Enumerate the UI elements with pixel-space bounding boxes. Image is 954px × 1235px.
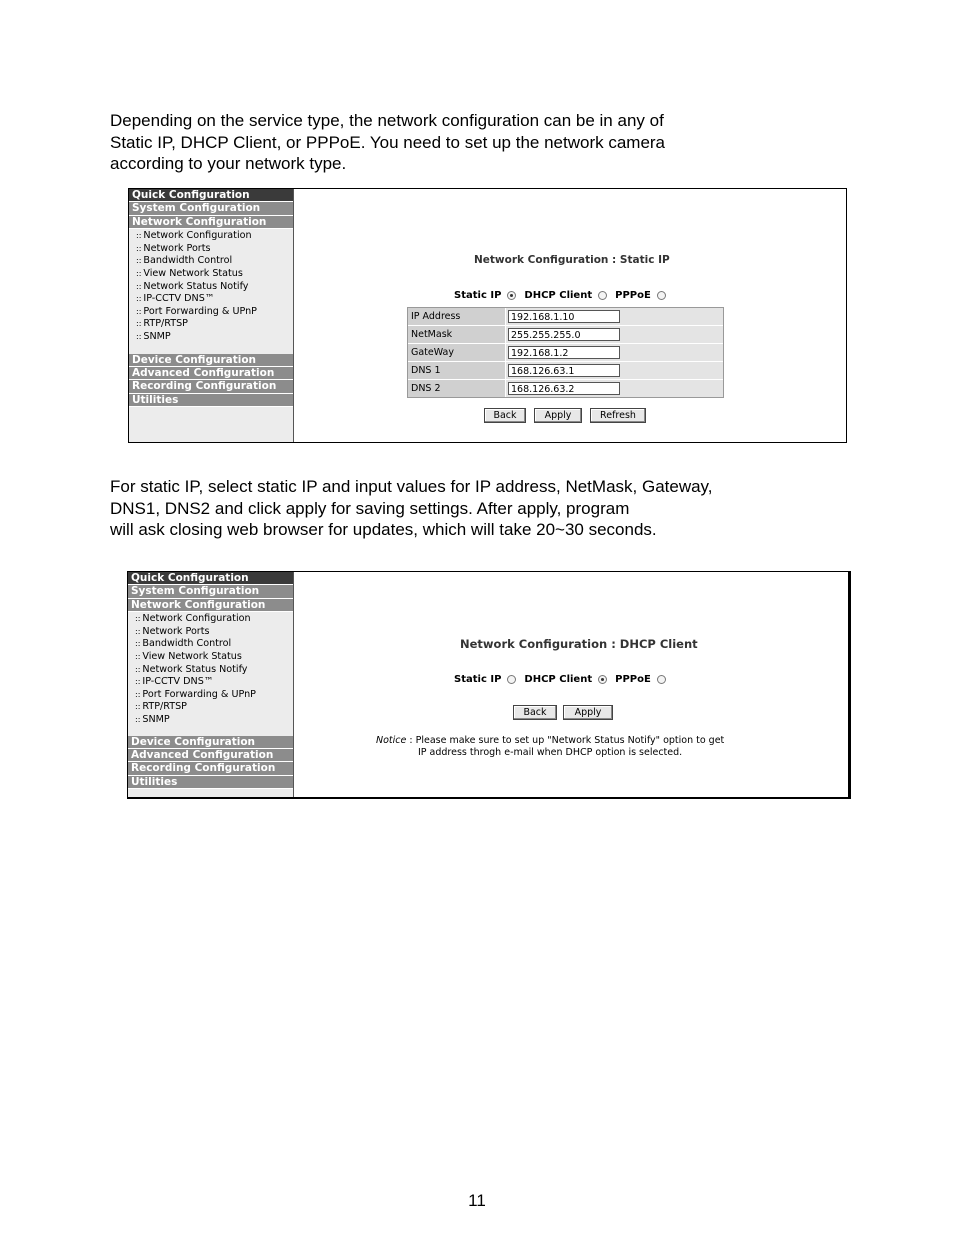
arrow-icon: :: [135,664,141,674]
submenu-label: Network Status Notify [142,663,248,675]
arrow-icon: :: [136,231,142,241]
dhcp-client-radio[interactable] [598,291,607,300]
notice-line-2: IP address throgh e-mail when DHCP option is selected. [418,747,683,758]
intro-paragraph [110,110,665,175]
static-ip-radio[interactable] [507,291,516,300]
intro-line: Depending on the service type, the network configuration can be in any of [110,111,664,130]
sidebar-menu [129,189,294,442]
explanation-line: For static IP, select static IP and input values for IP address, NetMask, Gateway, [110,477,713,496]
submenu-label: View Network Status [143,267,243,279]
submenu-label: View Network Status [142,650,242,662]
submenu-label: Network Ports [142,625,210,637]
gateway-label: GateWay [408,344,506,361]
network-submenu [129,229,293,343]
submenu-snmp[interactable] [128,714,293,727]
pppoe-label: PPPoE [615,290,651,301]
arrow-icon: :: [135,626,141,636]
pppoe-radio[interactable] [657,675,666,684]
submenu-label: RTP/RTSP [143,318,188,330]
ip-address-input[interactable]: 192.168.1.10 [508,310,620,323]
submenu-network-ports[interactable] [129,243,293,256]
arrow-icon: :: [136,319,142,329]
menu-utilities[interactable]: Utilities [129,394,293,407]
page-title: Network Configuration : DHCP Client [460,637,698,651]
submenu-label: SNMP [143,330,171,342]
menu-network-configuration[interactable]: Network Configuration [128,599,293,612]
submenu-label: Bandwidth Control [142,638,232,650]
submenu-label: RTP/RTSP [142,701,187,713]
menu-quick-configuration[interactable]: Quick Configuration [129,189,293,202]
menu-advanced-configuration[interactable]: Advanced Configuration [129,367,293,380]
submenu-network-status-notify[interactable] [128,664,293,677]
arrow-icon: :: [136,294,142,304]
arrow-icon: :: [135,714,141,724]
submenu-label: Port Forwarding & UPnP [142,688,256,700]
submenu-snmp[interactable] [129,331,293,344]
arrow-icon: :: [136,243,142,253]
page-number: 11 [468,1191,486,1210]
dhcp-client-label: DHCP Client [524,674,593,685]
submenu-label: SNMP [142,713,170,725]
submenu-port-forwarding[interactable] [129,306,293,319]
back-button[interactable]: Back [484,408,526,423]
explanation-line: DNS1, DNS2 and click apply for saving settings. After apply, program [110,498,630,518]
arrow-icon: :: [136,256,142,266]
static-ip-table [407,307,724,398]
menu-network-configuration[interactable]: Network Configuration [129,216,293,229]
static-ip-radio[interactable] [507,675,516,684]
submenu-label: Network Ports [143,242,211,254]
submenu-network-status-notify[interactable] [129,281,293,294]
submenu-port-forwarding[interactable] [128,689,293,702]
static-ip-screenshot [128,188,847,443]
menu-device-configuration[interactable]: Device Configuration [128,736,293,749]
table-row [408,362,723,380]
arrow-icon: :: [135,702,141,712]
intro-line: according to your network type. [110,154,347,173]
back-button[interactable]: Back [513,705,557,720]
page-title: Network Configuration : Static IP [474,254,670,266]
arrow-icon: :: [136,331,142,341]
apply-button[interactable]: Apply [534,408,582,423]
submenu-bandwidth-control[interactable] [129,255,293,268]
dhcp-notice [376,735,724,759]
menu-recording-configuration[interactable]: Recording Configuration [129,380,293,393]
content-panel [294,189,846,442]
intro-line: Static IP, DHCP Client, or PPPoE. You need to set up the network camera [110,132,666,152]
netmask-input[interactable]: 255.255.255.0 [508,328,620,341]
dns2-label: DNS 2 [408,380,506,397]
dhcp-client-radio[interactable] [598,675,607,684]
content-panel [294,572,848,797]
mode-selector [454,674,674,685]
arrow-icon: :: [135,614,141,624]
submenu-network-ports[interactable] [128,626,293,639]
arrow-icon: :: [136,281,142,291]
sidebar-menu [128,572,294,797]
submenu-ip-cctv-dns[interactable] [128,676,293,689]
static-ip-label: Static IP [454,290,502,301]
table-row [408,380,723,397]
menu-utilities[interactable]: Utilities [128,776,293,789]
network-submenu [128,612,293,726]
menu-recording-configuration[interactable]: Recording Configuration [128,762,293,775]
arrow-icon: :: [136,306,142,316]
submenu-label: IP-CCTV DNS™ [142,676,214,688]
dhcp-client-screenshot [127,571,851,799]
explanation-line: will ask closing web browser for updates, which will take 20~30 seconds. [110,520,657,539]
pppoe-label: PPPoE [615,674,651,685]
dhcp-client-label: DHCP Client [524,290,593,301]
table-row [408,344,723,362]
pppoe-radio[interactable] [657,291,666,300]
menu-system-configuration[interactable]: System Configuration [129,202,293,215]
submenu-rtp-rtsp[interactable] [128,701,293,714]
dns2-input[interactable]: 168.126.63.2 [508,382,620,395]
ip-address-label: IP Address [408,308,506,325]
submenu-label: IP-CCTV DNS™ [143,293,215,305]
submenu-label: Network Status Notify [143,280,249,292]
submenu-label: Network Configuration [142,613,251,625]
submenu-bandwidth-control[interactable] [128,638,293,651]
submenu-rtp-rtsp[interactable] [129,318,293,331]
arrow-icon: :: [136,268,142,278]
submenu-ip-cctv-dns[interactable] [129,293,293,306]
dns1-input[interactable]: 168.126.63.1 [508,364,620,377]
table-row [408,326,723,344]
submenu-view-network-status[interactable] [128,651,293,664]
dns1-label: DNS 1 [408,362,506,379]
gateway-input[interactable]: 192.168.1.2 [508,346,620,359]
arrow-icon: :: [135,651,141,661]
arrow-icon: :: [135,677,141,687]
apply-button[interactable]: Apply [563,705,613,720]
notice-line-1: : Please make sure to set up "Network Status Notify" option to get [406,735,725,746]
static-ip-label: Static IP [454,674,502,685]
menu-device-configuration[interactable]: Device Configuration [129,354,293,367]
submenu-network-configuration[interactable] [128,613,293,626]
static-ip-explanation [110,476,713,541]
submenu-label: Port Forwarding & UPnP [143,305,257,317]
menu-system-configuration[interactable]: System Configuration [128,585,293,598]
submenu-network-configuration[interactable] [129,230,293,243]
arrow-icon: :: [135,639,141,649]
mode-selector [454,290,674,301]
menu-quick-configuration[interactable]: Quick Configuration [128,572,293,585]
menu-advanced-configuration[interactable]: Advanced Configuration [128,749,293,762]
submenu-label: Network Configuration [143,230,252,242]
notice-label: Notice [376,735,407,746]
table-row [408,308,723,326]
arrow-icon: :: [135,689,141,699]
refresh-button[interactable]: Refresh [590,408,646,423]
netmask-label: NetMask [408,326,506,343]
submenu-view-network-status[interactable] [129,268,293,281]
submenu-label: Bandwidth Control [143,255,233,267]
